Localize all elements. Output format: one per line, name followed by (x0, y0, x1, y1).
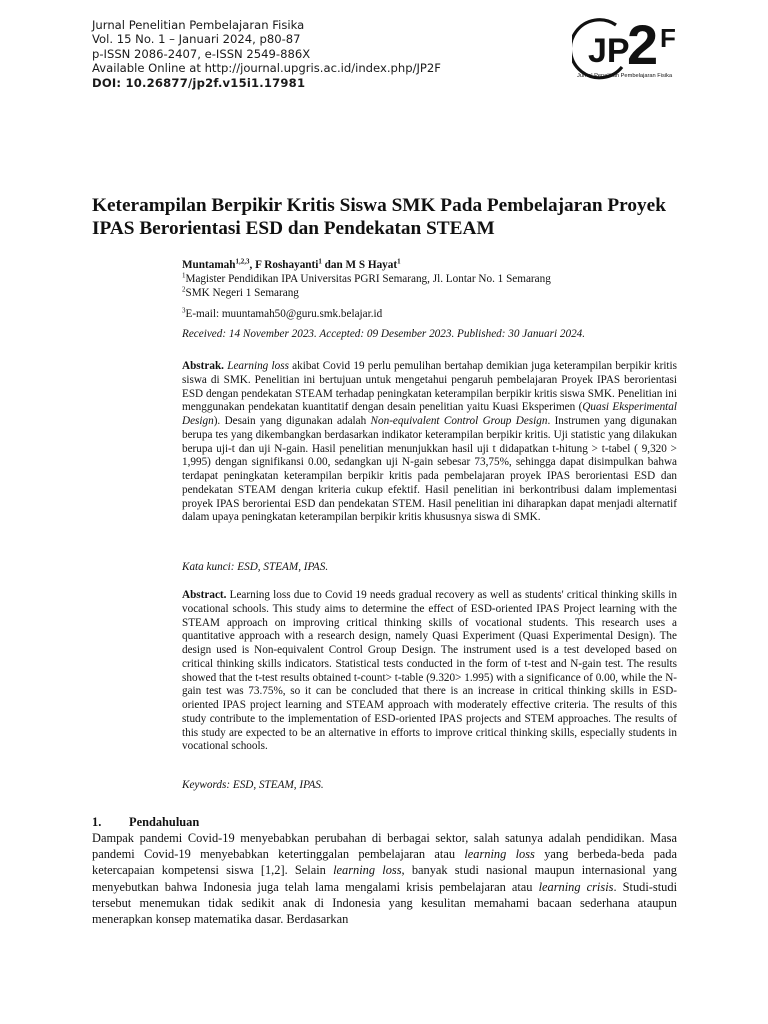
section-heading (92, 815, 199, 830)
author-email (182, 307, 682, 321)
section-title: Pendahuluan (129, 815, 200, 829)
abstract-english (182, 589, 677, 754)
body-italic: learning loss (464, 847, 535, 862)
author-affiliation-sup: 1 (318, 257, 322, 266)
section-number: 1. (92, 815, 102, 829)
email-text[interactable]: E-mail: muuntamah50@guru.smk.belajar.id (185, 307, 383, 320)
affiliation-text: SMK Negeri 1 Semarang (185, 287, 299, 300)
introduction-paragraph (92, 830, 677, 927)
abstrak-label: Abstrak. (182, 360, 224, 372)
abstract-label: Abstract. (182, 589, 227, 601)
author-affiliation-sup: 1 (397, 257, 401, 266)
body-italic: learning crisis (538, 879, 614, 894)
affiliation-sup: 1 (182, 271, 186, 280)
logo-2-text: 2 (627, 13, 659, 76)
affiliation-1 (182, 272, 682, 286)
body-text: . Studi-studi tersebut menemukan tidak sedikit anak di Indonesia yang kesulitan memahami bacaan sederhana ataupun menerapkan konsep matematika dasar. Berdasarkan (92, 879, 678, 927)
body-text: yang berbeda-beda pada ketercapaian kompetensi siswa [1,2]. Selain (92, 847, 677, 878)
abstrak-text: . Instrumen yang digunakan berupa tes yang dikembangkan berdasarkan indikator keterampilan berpikir kritis. Uji statistic yang dilakukan berupa uji-t dan uji N-gain. Hasil penelitian menunjukkan hasil uji t didapatkan t-hitung > t-tabel ( 9,320 > 1,995) dengan signifikansi 0.00, sedangkan uji N-gain sebesar 73,75%, sehingga dapat disimpulkan bahwa terdapat peningkatan keterampilan berpikir kritis pada pembelajaran proyek IPAS berorientasi ESD dan pendekatan STEAM dengan kriteria cukup efektif. Hasil penelitian ini berkontribusi dalam implementasi proyek IPAS berorientai ESD dan pendekatan STEM. Hasil penelitian ini diharapkan dapat menjadi alternatif dalam upaya peningkatan keterampilan berpikir kritis khususnya siswa di SMK. (182, 415, 677, 524)
keywords: Keywords: ESD, STEAM, IPAS. (182, 779, 324, 791)
author-separator: dan (321, 259, 346, 271)
doi-label: DOI: (92, 75, 122, 90)
body-text: Dampak pandemi Covid-19 menyebabkan perubahan di berbagai sektor, salah satunya adalah pendidikan. Masa pandemi Covid-19 menyebabkan ketertinggalan pembelajaran atau (92, 831, 677, 862)
abstract-text: Learning loss due to Covid 19 needs gradual recovery as well as students' critical thinking skills in vocational schools. This study aims to determine the effect of ESD-oriented IPAS Project learning with the STEAM approach on improving critical thinking skills of vocational students. This research uses a quantitative approach with a research design, namely Quasi Experiment (Quasi Experimental Design). The design used is Non-equivalent Control Group Design. The instrument used is a test developed based on critical thinking skills indicators. Statistical tests conducted in the form of t-test and N-gain test. The results showed that the t-test results obtained t-count> t-table (9.320> 1.995) with a significance of 0.00, while the N-gain test was 73.75%, so it can be concluded that there is an increase in critical thinking skills in ESD-oriented IPAS project learning and STEAM approach with moderately effective criteria. The results of this study contribute to the implementation of ESD-oriented IPAS projects and STEM approaches. The results of this study are expected to be an alternative in efforts to improve critical thinking skills, especially students in vocational schools. (182, 589, 677, 753)
kata-kunci: Kata kunci: ESD, STEAM, IPAS. (182, 561, 329, 573)
journal-header (92, 18, 441, 90)
logo-caption: Jurnal Penelitian Pembelajaran Fisika (577, 73, 673, 79)
author-name: M S Hayat (345, 259, 398, 271)
jp2f-logo (572, 10, 692, 82)
doi-link[interactable]: 10.26877/jp2f.v15i1.17981 (125, 75, 306, 90)
body-italic: learning loss (333, 863, 402, 878)
affiliation-text: Magister Pendidikan IPA Universitas PGRI Semarang, Jl. Lontar No. 1 Semarang (185, 273, 551, 286)
email-sup: 3 (182, 305, 186, 314)
paragraph (92, 830, 677, 927)
author-name: F Roshayanti (255, 259, 319, 271)
article-title: Keterampilan Berpikir Kritis Siswa SMK Pada Pembelajaran Proyek IPAS Berorientasi ESD dan Pendekatan STEAM (92, 195, 666, 239)
body-text: , banyak studi nasional maupun internasional yang menyebutkan bahwa Indonesia juga telah lama mengalami krisis pembelajaran atau (92, 863, 677, 894)
abstrak-italic: Non-equivalent Control Group Design (370, 415, 548, 427)
abstrak-text: ). Desain yang digunakan adalah (213, 415, 371, 427)
author-block (182, 258, 682, 341)
logo-jp-text: JP (588, 32, 630, 70)
abstrak-italic: Learning loss (227, 360, 289, 372)
journal-name: Jurnal Penelitian Pembelajaran Fisika (92, 18, 305, 32)
abstrak-italic: Quasi Eksperimental Design (182, 401, 677, 427)
doi-line (92, 76, 441, 90)
author-list (182, 258, 682, 272)
affiliation-sup: 2 (182, 285, 186, 294)
author-affiliation-sup: 1,2,3 (235, 257, 250, 266)
abstrak-text: akibat Covid 19 perlu pemulihan bertahap demikian juga keterampilan berpikir kritis siswa di SMK. Penelitian ini bertujuan untuk mengetahui pengaruh pembelajaran Proyek IPAS berorientasi ESD dengan pendekatan STEAM terhadap peningkatan keterampilan berpikir kritis siswa SMK. Penelitian ini menggunakan pendekatan kuantitatif dengan desain penelitian yaitu Kuasi Eksperimen ( (182, 360, 677, 414)
author-separator: , (249, 259, 256, 271)
journal-online-url[interactable]: Available Online at http://journal.upgris.ac.id/index.php/JP2F (92, 61, 441, 76)
journal-volume: Vol. 15 No. 1 – Januari 2024, p80-87 (92, 32, 301, 47)
publication-dates: Received: 14 November 2023. Accepted: 09 Desember 2023. Published: 30 Januari 2024. (182, 327, 586, 340)
abstrak-indonesian (182, 360, 677, 525)
jp2f-logo-graphic (572, 10, 692, 82)
affiliation-2 (182, 286, 682, 300)
author-name: Muntamah (182, 259, 236, 271)
journal-issn: p-ISSN 2086-2407, e-ISSN 2549-886X (92, 46, 311, 61)
logo-f-text: F (660, 23, 676, 53)
